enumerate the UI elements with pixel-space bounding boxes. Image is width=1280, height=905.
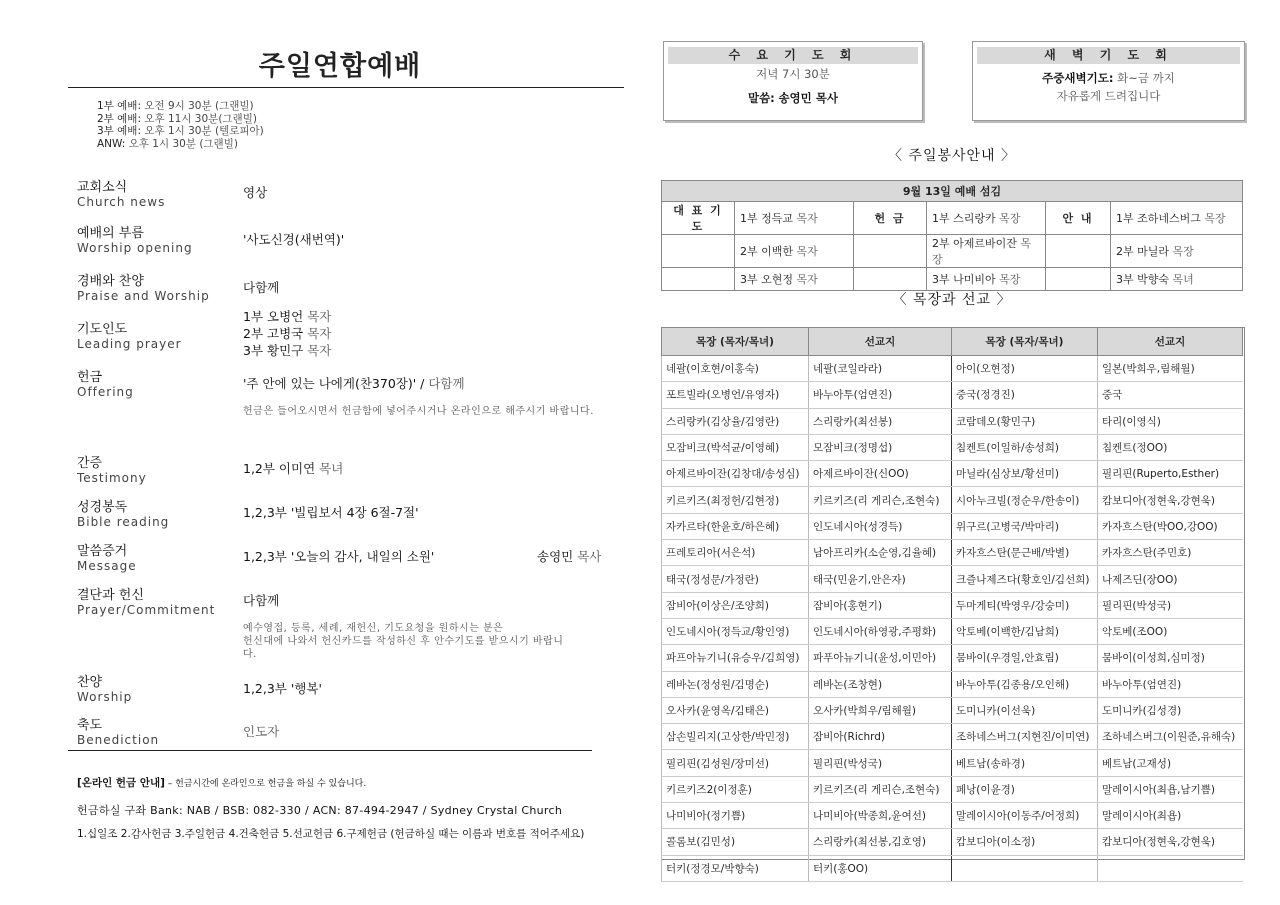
cell-mission-field: 일본(박희우,림해월): [1098, 356, 1243, 382]
table-row: [662, 566, 1243, 592]
cell-mokjang: 페낭(이윤경): [952, 776, 1098, 802]
cell-mokjang: 침켄트(이일하/송성희): [952, 434, 1098, 460]
order-item-label: 교회소식 Church news: [77, 180, 166, 209]
order-item-label: 경배와 찬양 Praise and Worship: [77, 274, 210, 303]
order-item-value: 인도자: [243, 724, 280, 739]
order-item-value: 다함께: [243, 593, 280, 608]
order-item-label: 축도 Benediction: [77, 718, 160, 747]
cell-mokjang: 필리핀(김성원/장미선): [662, 750, 809, 776]
order-item-value: 1,2,3부 '행복': [243, 681, 322, 696]
table-row: [662, 618, 1243, 644]
table-row: [662, 382, 1243, 408]
prayer-leader: 1부 오병언 목자: [243, 309, 332, 324]
cell-mission-field: 스리랑카(최선봉,김호영): [809, 829, 952, 855]
order-item-value: 1,2,3부 '빌립보서 4장 6절-7절': [243, 505, 419, 520]
dawn-prayer-header: 새 벽 기 도 회: [977, 47, 1240, 64]
cell-mokjang: 콜롬보(김민성): [662, 829, 809, 855]
cell-mokjang: 중국(정경진): [952, 382, 1098, 408]
table-row: [662, 724, 1243, 750]
table-row: 대 표 기 도 1부 정득교 목자 헌 금 1부 스리랑카 목장 안 내 1부 조하네스버그 목장: [662, 202, 1243, 235]
cell-mission-field: 말레이시아(최욥,남기쁨): [1098, 776, 1243, 802]
service-table-title: 9월 13일 예배 섬김: [662, 181, 1243, 202]
cell-mission-field: 필리핀(박성국): [809, 750, 952, 776]
cell-mokjang: 자카르타(한윤호/하은혜): [662, 513, 809, 539]
column-header: 선교지: [809, 328, 952, 356]
wednesday-prayer-box: [663, 41, 923, 121]
service-time-anw: ANW: 오후 1시 30분 (그랜빌): [97, 137, 238, 150]
cell-mokjang: 뭄바이(우경일,안효림): [952, 645, 1098, 671]
cell-mission-field: 캄보디아(정현욱,강현욱): [1098, 487, 1243, 513]
cell-mokjang: 카자흐스탄(문근배/박별): [952, 540, 1098, 566]
order-item-label: 예배의 부름 Worship opening: [77, 226, 193, 255]
cell-mission-field: 바누아투(엄연진): [809, 382, 952, 408]
cell-mokjang: 코람데오(황민구): [952, 408, 1098, 434]
table-row: [662, 697, 1243, 723]
cell-mission-field: 인도네시아(하영광,주평화): [809, 618, 952, 644]
table-row: [662, 592, 1243, 618]
cell-mission-field: 네팔(코일라라): [809, 356, 952, 382]
cell-mokjang: 캄보디아(이소정): [952, 829, 1098, 855]
cell-mokjang: 크즐나제즈다(황호인/김선희): [952, 566, 1098, 592]
table-row: [662, 461, 1243, 487]
dawn-prayer-box: [972, 41, 1245, 121]
cell-mission-field: 타리(이영식): [1098, 408, 1243, 434]
cell-mokjang: 시아누크빌(정순우/한송이): [952, 487, 1098, 513]
cell-mission-field: 아제르바이잔(신OO): [809, 461, 952, 487]
table-row: [662, 803, 1243, 829]
table-row: [662, 671, 1243, 697]
cell-mission-field: 필리핀(Ruperto,Esther): [1098, 461, 1243, 487]
cell-mission-field: 침켄트(정OO): [1098, 434, 1243, 460]
cell-mission-field: [1098, 855, 1243, 881]
service-time-3: 3부 예배: 오후 1시 30분 (텔로피아): [97, 125, 264, 137]
page-title: 주일연합예배: [258, 51, 422, 82]
cell-mission-field: 악토베(조OO): [1098, 618, 1243, 644]
cell-mokjang: 키르키즈2(이정훈): [662, 776, 809, 802]
order-item-label: 헌금 Offering: [77, 370, 134, 399]
cell-mission-field: 모잠비크(정명섭): [809, 434, 952, 460]
cell-mokjang: 아제르바이잔(김창대/송성심): [662, 461, 809, 487]
cell-mokjang: 오사카(윤영옥/김태은): [662, 697, 809, 723]
cell-mokjang: 태국(정성문/가정란): [662, 566, 809, 592]
order-item-label: 찬양 Worship: [77, 675, 133, 704]
cell-mokjang: 두마게티(박영우/강숭미): [952, 592, 1098, 618]
cell-mokjang: 마닐라(심상보/황선미): [952, 461, 1098, 487]
order-item-label: 성경봉독 Bible reading: [77, 500, 170, 529]
cell-mission-field: 파푸아뉴기니(윤성,이민아): [809, 645, 952, 671]
table-row: [662, 434, 1243, 460]
cell-mission-field: 캄보디아(정현욱,강현욱): [1098, 829, 1243, 855]
cell-mission-field: 말레이시아(최욥): [1098, 803, 1243, 829]
cell-mission-field: 남아프리카(소순영,김율혜): [809, 540, 952, 566]
order-item-value: 1,2부 이미연 목녀: [243, 461, 344, 476]
mission-table: [661, 327, 1243, 882]
cell-mokjang: 위구르(고병국/박마리): [952, 513, 1098, 539]
cell-mokjang: [952, 855, 1098, 881]
table-row: [662, 356, 1243, 382]
dawn-prayer-note: 자유롭게 드려집니다: [1056, 89, 1161, 103]
order-item-value: '주 안에 있는 나에게(찬370장)' / 다함께: [243, 376, 465, 391]
title-divider: [68, 87, 624, 88]
prayer-leader: 3부 황민구 목자: [243, 343, 332, 358]
cell-mokjang: 파프아뉴기니(유승우/김희영): [662, 645, 809, 671]
cell-mission-field: 뭄바이(이성희,심미정): [1098, 645, 1243, 671]
cell-mokjang: 포트빌라(오병언/유영자): [662, 382, 809, 408]
column-header: 선교지: [1098, 328, 1243, 356]
cell-mission-field: 필리핀(박성국): [1098, 592, 1243, 618]
cell-mokjang: 잠비아(이상은/조양희): [662, 592, 809, 618]
table-row: [662, 645, 1243, 671]
cell-mission-field: 바누아투(엄연진): [1098, 671, 1243, 697]
order-item-value: 영상: [243, 185, 268, 200]
bank-account: 헌금하실 구좌 Bank: NAB / BSB: 082-330 / ACN: 87-494-2947 / Sydney Crystal Church: [77, 804, 563, 817]
cell-mokjang: 조하네스버그(지현진/이미연): [952, 724, 1098, 750]
cell-mokjang: 인도네시아(정득교/황인영): [662, 618, 809, 644]
cell-mokjang: 나미비아(정기쁨): [662, 803, 809, 829]
order-item-value: 1,2,3부 '오늘의 감사, 내일의 소원': [243, 549, 435, 564]
preacher: 송영민 목사: [537, 549, 602, 564]
service-time-2: 2부 예배: 오후 11시 30분(그랜빌): [97, 112, 257, 125]
cell-mokjang: 터키(정경모/박향숙): [662, 855, 809, 881]
cell-mokjang: 스리랑카(김상율/김영란): [662, 408, 809, 434]
service-time-1: 1부 예배: 오전 9시 30분 (그랜빌): [97, 100, 254, 112]
order-item-label: 말씀증거 Message: [77, 544, 137, 573]
table-row: [662, 487, 1243, 513]
service-table: [661, 180, 1243, 291]
table-row: [662, 513, 1243, 539]
table-row: [662, 408, 1243, 434]
commitment-note: 예수영접, 등록, 세례, 재헌신, 기도요청을 원하시는 분은 헌신대에 나와서 헌신카드를 작성하신 후 안수기도를 받으시기 바랍니 다.: [243, 623, 564, 660]
prayer-leader: 2부 고병국 목자: [243, 326, 332, 341]
cell-mokjang: 키르키즈(최정헌/김현정): [662, 487, 809, 513]
wednesday-prayer-time: 저녁 7시 30분: [756, 67, 830, 81]
cell-mission-field: 인도네시아(성경득): [809, 513, 952, 539]
order-item-label: 간증 Testimony: [77, 456, 147, 485]
table-row: 2부 이백한 목자 2부 아제르바이잔 목장 2부 마닐라 목장: [662, 235, 1243, 268]
service-times: [97, 100, 264, 150]
cell-mokjang: 말레이시아(이동주/어정희): [952, 803, 1098, 829]
column-header: 목장 (목자/목녀): [662, 328, 809, 356]
dawn-prayer-days: 주중새벽기도: 화~금 까지: [1042, 71, 1175, 85]
cell-mission-field: 카자흐스탄(주민호): [1098, 540, 1243, 566]
cell-mission-field: 레바논(조창현): [809, 671, 952, 697]
cell-mission-field: 중국: [1098, 382, 1243, 408]
wednesday-prayer-header: 수 요 기 도 회: [668, 47, 918, 64]
offering-types: 1.십일조 2.감사헌금 3.주일헌금 4.건축헌금 5.선교헌금 6.구제헌금 (헌금하실 때는 이름과 번호를 적어주세요): [77, 828, 585, 840]
cell-mokjang: 네팔(이호현/이홍숙): [662, 356, 809, 382]
cell-mission-field: 베트남(고재성): [1098, 750, 1243, 776]
cell-mokjang: 도미니카(이선욱): [952, 697, 1098, 723]
table-row: [662, 540, 1243, 566]
order-item-label: 결단과 헌신 Prayer/Commitment: [77, 588, 216, 617]
mission-section-title: 〈 목장과 선교 〉: [892, 292, 1012, 308]
cell-mission-field: 잠비아(Richrd): [809, 724, 952, 750]
cell-mokjang: 아이(오현정): [952, 356, 1098, 382]
cell-mission-field: 잠비아(홍현기): [809, 592, 952, 618]
offering-note: 헌금은 들어오시면서 헌금함에 넣어주시거나 온라인으로 해주시기 바랍니다.: [243, 406, 594, 417]
cell-mokjang: 삼손빌리지(고상한/박민정): [662, 724, 809, 750]
table-row: 3부 오현정 목자 3부 나미비아 목장 3부 박향숙 목녀: [662, 268, 1243, 291]
cell-mission-field: 조하네스버그(이원준,유해숙): [1098, 724, 1243, 750]
section-divider: [68, 750, 592, 751]
cell-mission-field: 키르키즈(리 게리슨,조현숙): [809, 487, 952, 513]
order-item-value: '사도신경(새번역)': [243, 232, 345, 247]
cell-mission-field: 키르키즈(리 게리슨,조현숙): [809, 776, 952, 802]
cell-mission-field: 나제즈딘(장OO): [1098, 566, 1243, 592]
cell-mission-field: 나미비아(박종희,윤여선): [809, 803, 952, 829]
cell-mission-field: 태국(민윤기,안은자): [809, 566, 952, 592]
cell-mokjang: 악토베(이백한/김남희): [952, 618, 1098, 644]
cell-mission-field: 오사카(박희우/림해월): [809, 697, 952, 723]
table-row: [662, 829, 1243, 855]
table-row: [662, 750, 1243, 776]
order-item-label: 기도인도 Leading prayer: [77, 322, 182, 351]
online-offering-notice: [온라인 헌금 안내] – 헌금시간에 온라인으로 헌금을 하실 수 있습니다.: [77, 777, 367, 789]
service-section-title: 〈 주일봉사안내 〉: [887, 148, 1017, 164]
table-row: [662, 855, 1243, 881]
order-item-value: 다함께: [243, 280, 280, 295]
cell-mission-field: 도미니카(김성경): [1098, 697, 1243, 723]
cell-mission-field: 터키(홍OO): [809, 855, 952, 881]
table-row: [662, 776, 1243, 802]
wednesday-speaker: 말씀: 송영민 목사: [747, 91, 839, 105]
cell-mokjang: 바누아투(김종용/오인해): [952, 671, 1098, 697]
cell-mokjang: 프레토리아(서은석): [662, 540, 809, 566]
cell-mokjang: 베트남(송하경): [952, 750, 1098, 776]
mission-header-row: [662, 328, 1243, 356]
cell-mokjang: 모잠비크(박석균/이영혜): [662, 434, 809, 460]
column-header: 목장 (목자/목녀): [952, 328, 1098, 356]
cell-mission-field: 스리랑카(최선봉): [809, 408, 952, 434]
prayer-leaders: [243, 308, 331, 359]
cell-mission-field: 카자흐스탄(박OO,강OO): [1098, 513, 1243, 539]
cell-mokjang: 레바논(정성원/김명순): [662, 671, 809, 697]
